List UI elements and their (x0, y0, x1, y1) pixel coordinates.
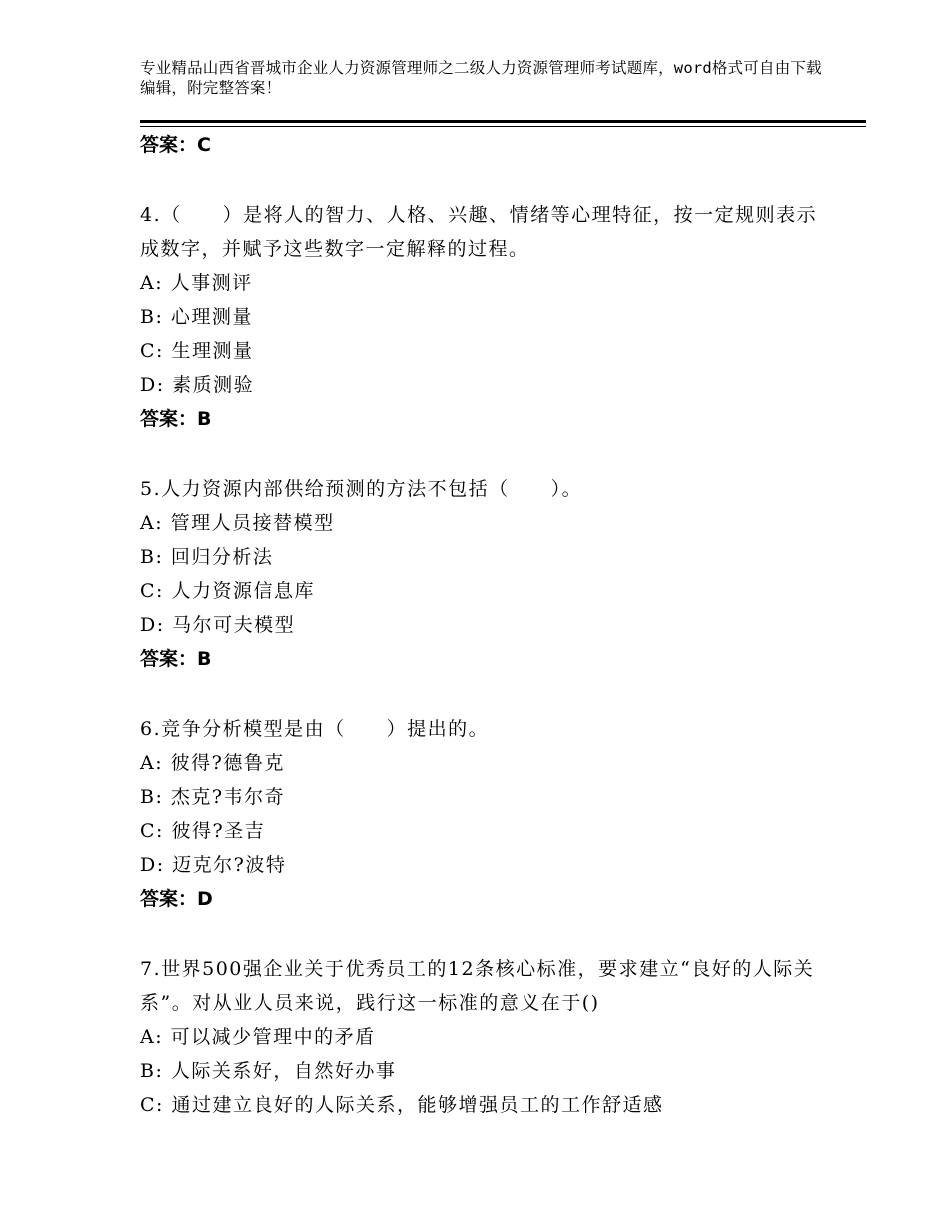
question-stem: 5.人力资源内部供给预测的方法不包括（ ）。 (140, 478, 583, 500)
option-b: B: 杰克?韦尔奇 (140, 786, 286, 808)
question-6 (140, 712, 866, 916)
answer-line: 答案：B (140, 648, 212, 670)
document-header: 专业精品山西省晋城市企业人力资源管理师之二级人力资源管理师考试题库，word格式可自由下载编辑，附完整答案！ (140, 59, 822, 97)
question-7 (140, 952, 866, 1122)
answer-line: 答案：D (140, 888, 213, 910)
question-stem: 7.世界500强企业关于优秀员工的12条核心标准，要求建立“良好的人际关系”。对从业人员来说，践行这一标准的意义在于() (140, 958, 815, 1014)
option-c: C: 通过建立良好的人际关系，能够增强员工的工作舒适感 (140, 1094, 664, 1116)
option-d: D: 马尔可夫模型 (140, 614, 296, 636)
option-b: B: 回归分析法 (140, 546, 274, 568)
answer-line: 答案：B (140, 408, 212, 430)
question-4 (140, 198, 866, 436)
header-rule-thick (140, 120, 866, 123)
option-a: A: 彼得?德鲁克 (140, 752, 285, 774)
question-stem: 4.（ ）是将人的智力、人格、兴趣、情绪等心理特征，按一定规则表示成数字，并赋予这些数字一定解释的过程。 (140, 204, 818, 260)
option-d: D: 迈克尔?波特 (140, 854, 287, 876)
option-a: A: 人事测评 (140, 272, 253, 294)
option-b: B: 人际关系好，自然好办事 (140, 1060, 397, 1082)
option-b: B: 心理测量 (140, 306, 253, 328)
option-a: A: 可以减少管理中的矛盾 (140, 1026, 376, 1048)
header-rule-thin (140, 126, 866, 127)
answer-line: 答案：C (140, 134, 211, 156)
option-c: C: 彼得?圣吉 (140, 820, 266, 842)
option-d: D: 素质测验 (140, 374, 255, 396)
question-stem: 6.竞争分析模型是由（ ）提出的。 (140, 718, 490, 740)
option-c: C: 人力资源信息库 (140, 580, 315, 602)
question-5 (140, 472, 866, 676)
option-c: C: 生理测量 (140, 340, 254, 362)
document-body (140, 128, 866, 1122)
option-a: A: 管理人员接替模型 (140, 512, 335, 534)
